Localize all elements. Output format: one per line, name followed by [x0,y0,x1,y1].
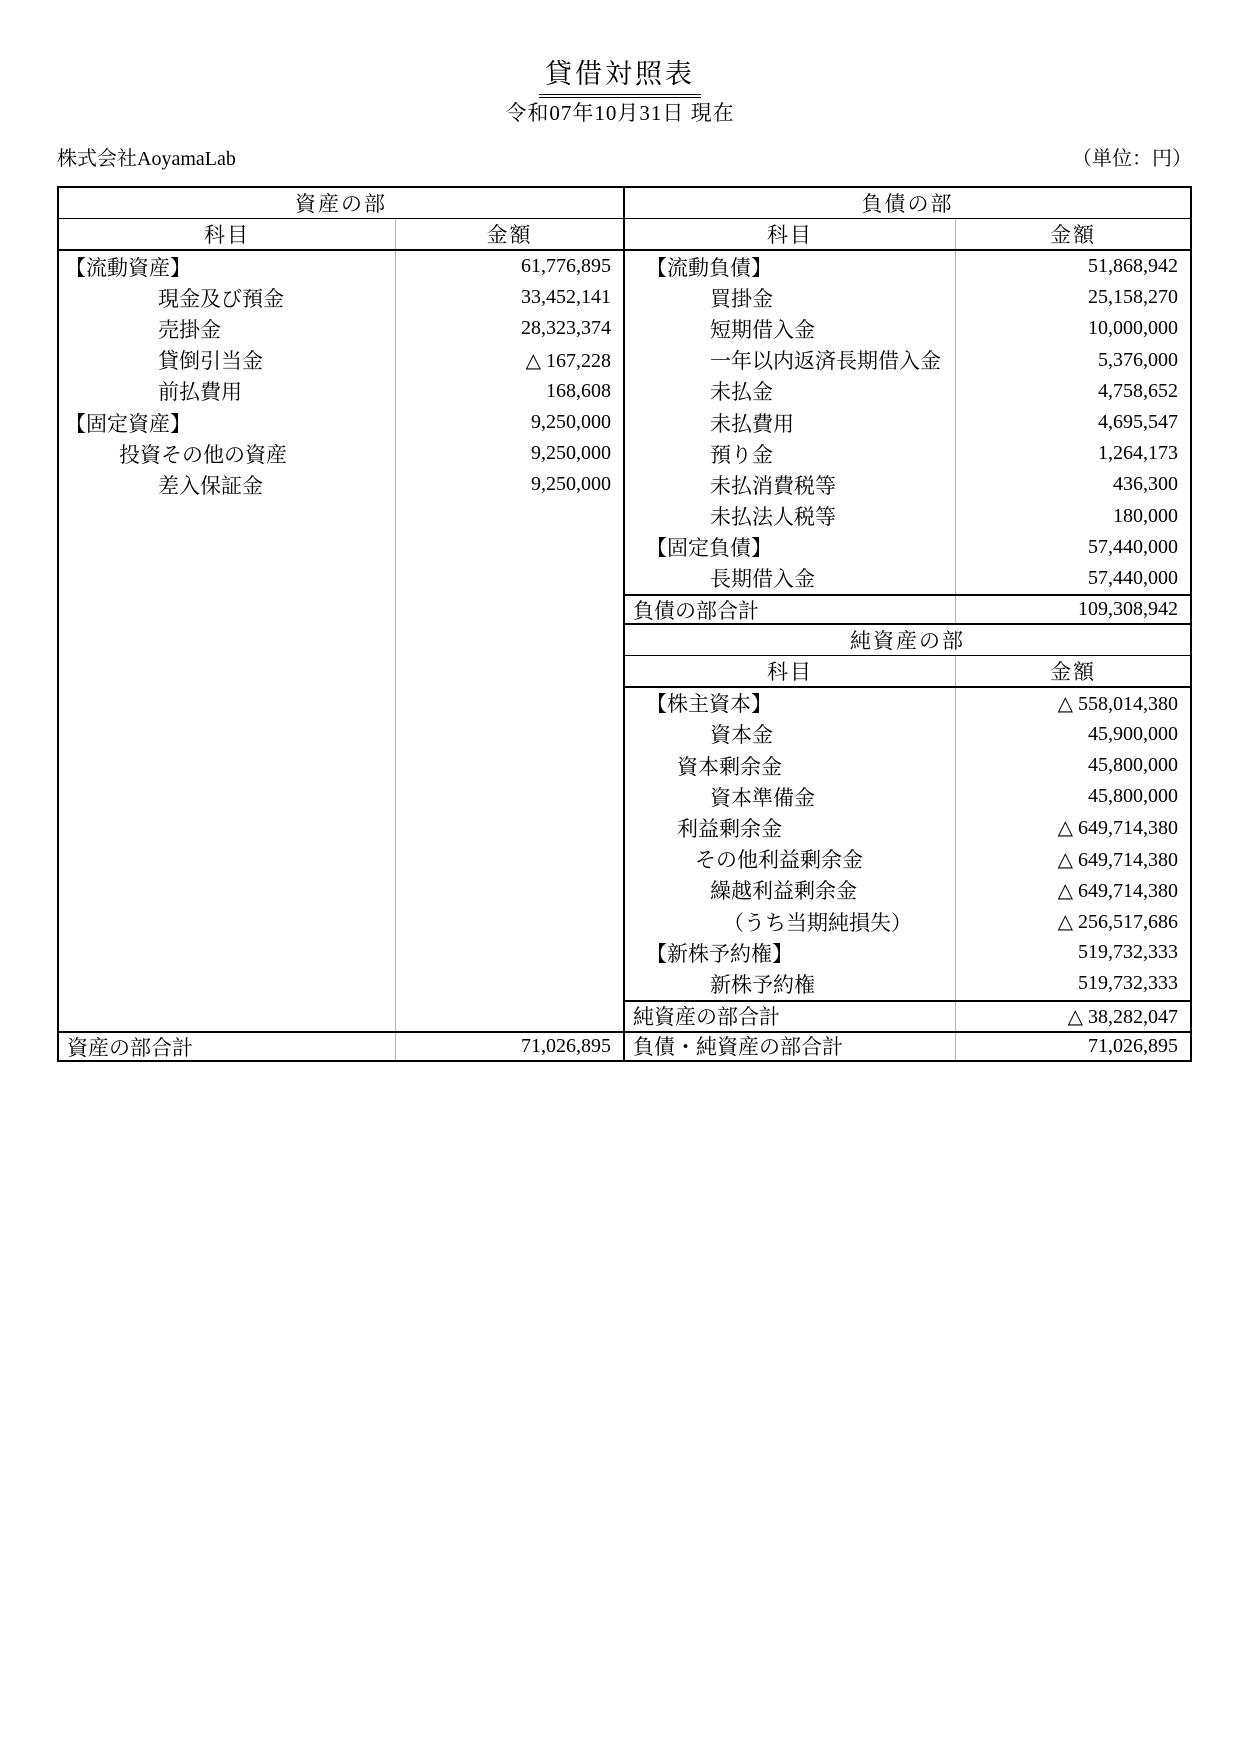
page-title: 貸借対照表 [539,52,701,98]
amount-cell: 10,000,000 [1088,317,1178,340]
account-cell: その他利益剰余金 [625,844,956,875]
amount-cell: 71,026,895 [1088,1034,1178,1057]
table-row [625,937,1190,968]
table-row [625,282,1190,313]
net-assets-column-header [625,656,1190,687]
account-cell: 買掛金 [625,282,956,313]
account-cell: 一年以内返済長期借入金 [625,345,956,376]
amount-cell: 33,452,141 [521,286,611,309]
liabilities-rows [625,251,1190,594]
assets-column-header [59,219,623,251]
account-cell: 【株主資本】 [625,688,956,719]
account-cell: 資産の部合計 [59,1033,396,1060]
liabilities-total-row [625,594,1190,625]
account-cell: 長期借入金 [625,563,956,594]
amount-cell: 436,300 [1113,473,1178,496]
account-cell: 【流動負債】 [625,251,956,282]
liabilities-column-header [625,219,1190,251]
table-row [625,844,1190,875]
net-assets-total-row [625,1000,1190,1031]
account-cell: 未払費用 [625,407,956,438]
amount-cell: △ 649,714,380 [1057,817,1178,840]
table-row [59,345,623,376]
account-cell: （うち当期純損失） [625,906,956,937]
table-row [59,438,623,469]
amount-cell: 5,376,000 [1098,348,1178,371]
account-cell: 資本剰余金 [625,750,956,781]
net-assets-account-column-header: 科目 [625,656,956,685]
account-cell: 繰越利益剰余金 [625,875,956,906]
amount-cell: 71,026,895 [521,1035,611,1057]
assets-account-column-header: 科目 [59,219,396,249]
account-cell: 負債の部合計 [625,596,956,623]
assets-total-row [59,1031,623,1060]
amount-cell: 57,440,000 [1088,566,1178,589]
amount-cell: 45,800,000 [1088,754,1178,777]
table-row [625,812,1190,843]
table-row [625,688,1190,719]
amount-cell: 51,868,942 [1088,255,1178,278]
account-cell: 未払消費税等 [625,469,956,500]
amount-cell: 519,732,333 [1078,972,1178,995]
table-row [625,501,1190,532]
table-row [59,282,623,313]
account-cell: 預り金 [625,438,956,469]
table-row [625,906,1190,937]
liabilities-part-header: 負債の部 [625,188,1190,219]
liabilities-section [625,188,1190,1060]
liabilities-amount-column-header: 金額 [1050,223,1096,247]
page-title-wrap [0,52,1240,98]
amount-cell: 28,323,374 [521,317,611,340]
table-row [625,469,1190,500]
account-cell: 売掛金 [59,313,396,344]
amount-cell: 168,608 [546,379,611,402]
amount-cell: 519,732,333 [1078,941,1178,964]
liabilities-account-column-header: 科目 [625,219,956,249]
table-row [625,750,1190,781]
table-row [625,438,1190,469]
amount-cell: 4,695,547 [1098,411,1178,434]
amount-cell: △ 38,282,047 [1067,1005,1178,1028]
table-row [625,719,1190,750]
balance-sheet-table [57,186,1192,1062]
account-cell: 投資その他の資産 [59,438,396,469]
amount-cell: 9,250,000 [531,473,611,496]
account-cell: 【固定負債】 [625,532,956,563]
liabilities-net-assets-grand-total-row [625,1031,1190,1060]
table-row [625,345,1190,376]
account-cell: 利益剰余金 [625,812,956,843]
account-cell: 現金及び預金 [59,282,396,313]
amount-cell: 4,758,652 [1098,379,1178,402]
table-row [625,251,1190,282]
amount-cell: 45,800,000 [1088,785,1178,808]
account-cell: 負債・純資産の部合計 [625,1033,956,1060]
account-cell: 新株予約権 [625,968,956,999]
amount-cell: 61,776,895 [521,255,611,278]
assets-section [59,188,625,1060]
assets-rows [59,251,623,501]
table-row [59,469,623,500]
company-name: 株式会社AoyamaLab [57,148,236,170]
amount-cell: 45,900,000 [1088,722,1178,745]
account-cell: 資本金 [625,719,956,750]
table-row [59,251,623,282]
assets-empty-filler [59,501,623,1032]
amount-cell: △ 649,714,380 [1057,848,1178,871]
table-row [625,563,1190,594]
account-cell: 貸倒引当金 [59,345,396,376]
amount-cell: 180,000 [1113,504,1178,527]
amount-cell: △ 167,228 [525,349,611,372]
amount-cell: 9,250,000 [531,442,611,465]
amount-cell: △ 256,517,686 [1057,911,1178,934]
unit-note: （単位：円） [1072,148,1192,170]
account-cell: 短期借入金 [625,313,956,344]
table-row [625,407,1190,438]
net-assets-rows [625,688,1190,1000]
table-row [625,313,1190,344]
account-cell: 前払費用 [59,376,396,407]
amount-cell: 1,264,173 [1098,442,1178,465]
table-row [625,781,1190,812]
account-cell: 純資産の部合計 [625,1002,956,1031]
amount-cell: 57,440,000 [1088,535,1178,558]
amount-cell: 9,250,000 [531,411,611,434]
account-cell: 【新株予約権】 [625,937,956,968]
amount-cell: △ 558,014,380 [1057,692,1178,715]
table-row [59,407,623,438]
table-row [625,968,1190,999]
table-row [59,376,623,407]
report-date: 令和07年10月31日 現在 [505,101,735,125]
amount-cell: 25,158,270 [1088,286,1178,309]
net-assets-part-header: 純資産の部 [625,625,1190,656]
table-row [625,875,1190,906]
assets-part-header: 資産の部 [59,188,623,219]
table-row [59,313,623,344]
net-assets-amount-column-header: 金額 [1050,660,1096,685]
amount-cell: 109,308,942 [1078,598,1178,621]
table-row [625,532,1190,563]
assets-amount-column-header: 金額 [486,223,533,247]
account-cell: 未払法人税等 [625,501,956,532]
amount-cell: △ 649,714,380 [1057,879,1178,902]
account-cell: 【固定資産】 [59,407,396,438]
table-row [625,376,1190,407]
account-cell: 資本準備金 [625,781,956,812]
account-cell: 差入保証金 [59,469,396,500]
account-cell: 未払金 [625,376,956,407]
account-cell: 【流動資産】 [59,251,396,282]
